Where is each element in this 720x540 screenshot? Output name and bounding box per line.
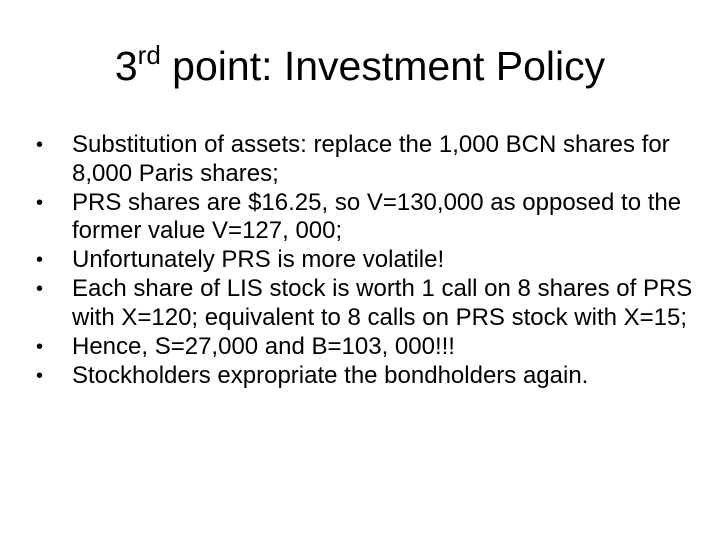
bullet-icon: • xyxy=(36,278,44,301)
bullet-icon: • xyxy=(36,249,44,272)
bullet-icon: • xyxy=(36,364,44,387)
bullet-item xyxy=(36,333,696,362)
title-number: 3 xyxy=(114,43,138,89)
bullet-text: PRS shares are $16.25, so V=130,000 as opposed to the former value V=127, 000; xyxy=(72,188,682,245)
title-ordinal-suffix: rd xyxy=(137,40,161,70)
bullet-icon: • xyxy=(36,335,44,358)
bullet-icon: • xyxy=(36,134,44,156)
bullet-item xyxy=(36,189,696,246)
bullet-item xyxy=(36,246,696,275)
bullet-item xyxy=(36,362,696,391)
bullet-text: Each share of LIS stock is worth 1 call on 8 shares of PRS with X=120; equivalent to 8 calls on PRS stock with X=15; xyxy=(72,275,693,331)
bullet-text: Stockholders expropriate the bondholders again. xyxy=(72,361,589,389)
bullet-item xyxy=(36,275,696,332)
title-text: point: Investment Policy xyxy=(160,43,606,89)
bullet-list xyxy=(36,131,696,391)
bullet-text: Hence, S=27,000 and B=103, 000!!! xyxy=(72,332,455,360)
bullet-text: Substitution of assets: replace the 1,000 BCN shares for 8,000 Paris shares; xyxy=(72,131,670,187)
bullet-icon: • xyxy=(36,191,44,214)
slide-title xyxy=(0,38,720,94)
bullet-item xyxy=(36,131,696,188)
bullet-text: Unfortunately PRS is more volatile! xyxy=(72,246,445,274)
